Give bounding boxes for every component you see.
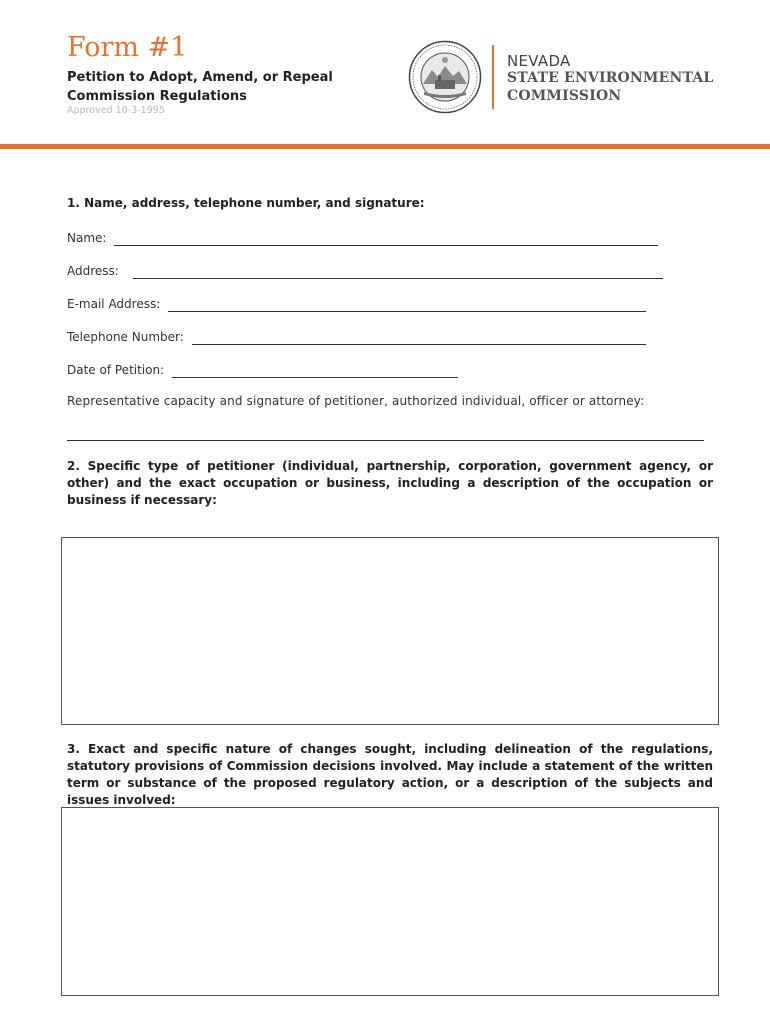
form-subtitle: Petition to Adopt, Amend, or Repeal Commission Regulations (67, 70, 333, 104)
address-input-line[interactable] (133, 264, 663, 279)
phone-field-row (67, 325, 646, 345)
address-label: Address: (67, 264, 119, 278)
phone-input-line[interactable] (192, 330, 646, 345)
email-input-line[interactable] (168, 297, 646, 312)
phone-label: Telephone Number: (67, 330, 184, 344)
representative-signature-line[interactable] (67, 440, 704, 441)
date-label: Date of Petition: (67, 363, 165, 377)
form-title: Form #1 (67, 32, 188, 63)
name-input-line[interactable] (114, 231, 658, 246)
section1-heading: 1. Name, address, telephone number, and signature: (67, 196, 425, 210)
name-field-row (67, 226, 658, 246)
agency-state: NEVADA (507, 52, 571, 70)
section2-heading: 2. Specific type of petitioner (individual, partnership, corporation, government agency, or other) and the exact occupation or business, including a description of the occupation or business if necessary: (67, 459, 713, 507)
address-field-row (67, 259, 663, 279)
header-divider (492, 45, 494, 109)
date-input-line[interactable] (172, 363, 458, 378)
petitioner-type-textarea[interactable] (61, 537, 719, 725)
email-field-row (67, 292, 646, 312)
header-rule (0, 144, 770, 149)
name-label: Name: (67, 231, 107, 245)
date-field-row (67, 358, 458, 378)
agency-name-line2: COMMISSION (507, 88, 622, 104)
approved-date: Approved 10-3-1995 (67, 105, 165, 116)
changes-sought-textarea[interactable] (61, 807, 719, 996)
nevada-state-seal-icon (408, 40, 482, 114)
representative-label: Representative capacity and signature of petitioner, authorized individual, officer or attorney: (67, 394, 645, 408)
section3-heading: 3. Exact and specific nature of changes sought, including delineation of the regulations, statutory provisions of Commission decisions involved. May include a statement of the written term or substance of the proposed regulatory action, or a description of the subjects and issues involved: (67, 742, 713, 807)
agency-name: STATE ENVIRONMENTAL (507, 70, 714, 86)
email-label: E-mail Address: (67, 297, 161, 311)
